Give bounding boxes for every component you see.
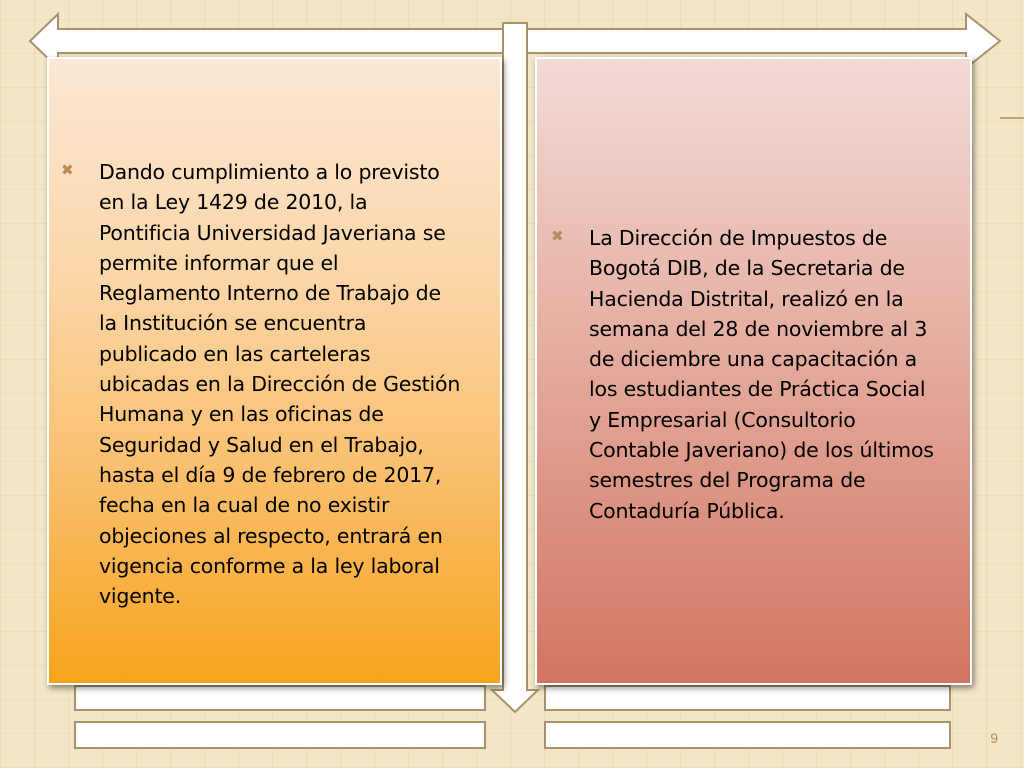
right-content-panel xyxy=(535,57,972,685)
left-bullet-text: Dando cumplimiento a lo previsto en la Ley 1429 de 2010, la Pontificia Universidad Javeriana se permite informar que el Reglamento Interno de Trabajo de la Institución se encuentra publicado en las carteleras ubicadas en la Dirección de Gestión Humana y en las oficinas de Seguridad y Salud en el Trabajo, hasta el día 9 de febrero de 2017, fecha en la cual de no existir objeciones al respecto, entrará en vigencia conforme a la ley laboral vigente. xyxy=(99,160,461,609)
left-bullet-list xyxy=(61,157,461,611)
x-mark-icon: ✖ xyxy=(61,161,74,179)
list-item xyxy=(61,157,461,611)
left-content-panel xyxy=(47,57,502,685)
bottom-bar-right-2 xyxy=(545,722,950,748)
bottom-bar-right-1 xyxy=(545,686,950,710)
bottom-bar-left-2 xyxy=(75,722,485,748)
right-bullet-text: La Dirección de Impuestos de Bogotá DIB, de la Secretaria de Hacienda Distrital, realizó en la semana del 28 de noviembre al 3 de diciembre una capacitación a los estudiantes de Práctica Social y Empresarial (Consultorio Contable Javeriano) de los últimos semestres del Programa de Contaduría Pública. xyxy=(589,226,934,523)
right-bullet-list xyxy=(551,223,941,526)
list-item xyxy=(551,223,941,526)
page-number: 9 xyxy=(990,730,998,746)
bottom-bar-left-1 xyxy=(75,686,485,710)
x-mark-icon: ✖ xyxy=(551,227,564,245)
